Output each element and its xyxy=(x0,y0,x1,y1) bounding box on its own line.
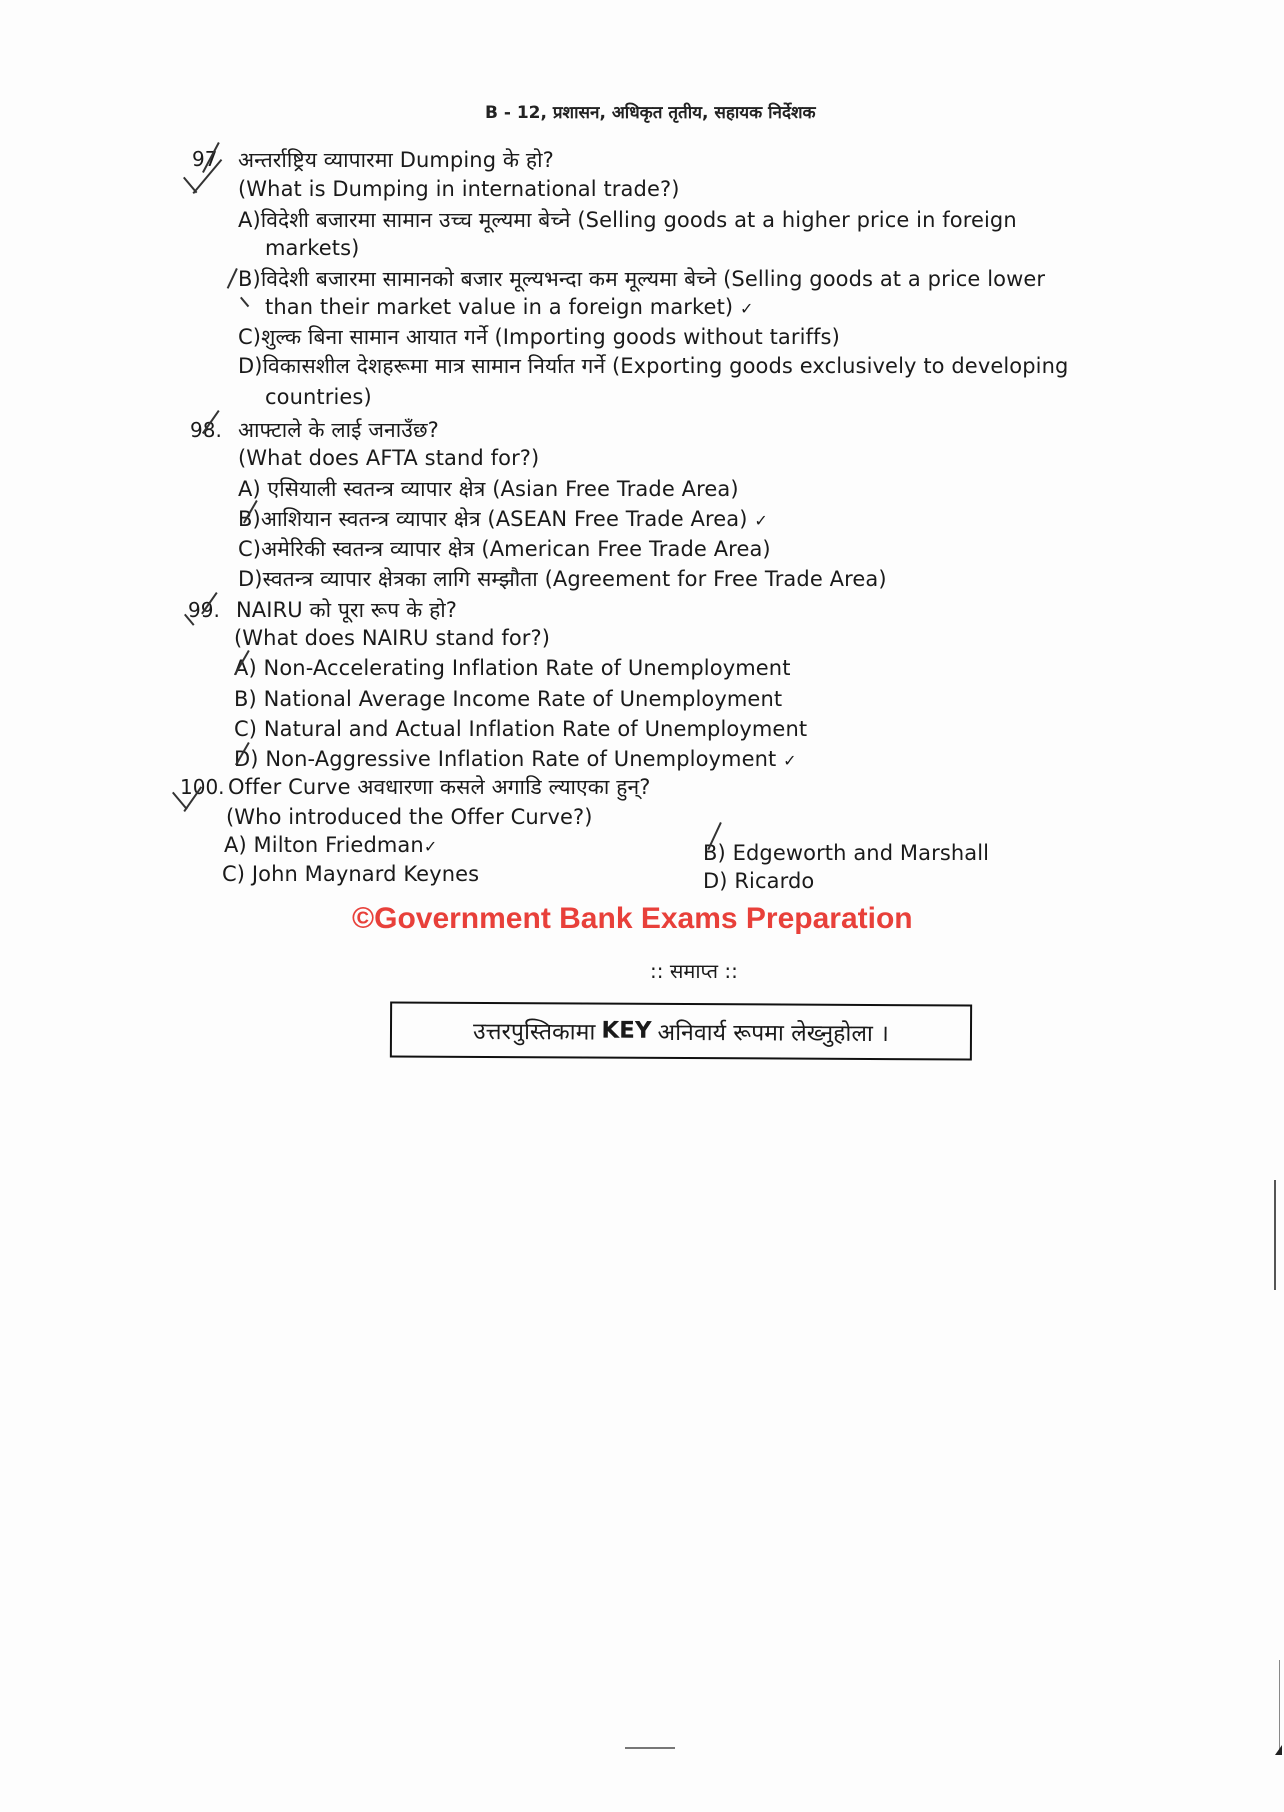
option-text: स्वतन्त्र व्यापार क्षेत्रका लागि सम्झौता (Agreement for Free Trade Area) xyxy=(262,567,887,591)
question-text-en: (Who introduced the Offer Curve?) xyxy=(226,805,593,829)
option-c xyxy=(234,717,807,741)
option-label: C) xyxy=(234,717,258,741)
scan-edge-line xyxy=(1279,1660,1280,1755)
option-label: D) xyxy=(238,354,263,378)
handwritten-slash-mark xyxy=(227,268,238,289)
option-label: C) xyxy=(238,325,262,349)
option-label: D) xyxy=(703,869,728,893)
key-notice-box xyxy=(390,1001,972,1060)
question-text-en: (What does NAIRU stand for?) xyxy=(234,626,551,650)
option-d xyxy=(238,352,1068,380)
question-number: 98. xyxy=(190,418,222,442)
option-label: B) xyxy=(238,267,261,291)
option-label: A) xyxy=(234,656,257,680)
option-text: अमेरिकी स्वतन्त्र व्यापार क्षेत्र (American Free Trade Area) xyxy=(261,537,771,561)
option-text: John Maynard Keynes xyxy=(251,862,480,886)
question-number: 100. xyxy=(180,775,225,799)
option-b xyxy=(234,687,782,711)
check-icon: ✓ xyxy=(783,751,797,770)
option-text: Non-Accelerating Inflation Rate of Unemployment xyxy=(263,656,791,680)
question-number: 99. xyxy=(188,598,220,622)
option-text: Edgeworth and Marshall xyxy=(732,841,990,865)
option-label: A) xyxy=(238,477,261,501)
option-text: Non-Aggressive Inflation Rate of Unemployment xyxy=(265,747,777,771)
check-icon: ✓ xyxy=(740,299,754,318)
option-text: एसियाली स्वतन्त्र व्यापार क्षेत्र (Asian Free Trade Area) xyxy=(267,477,739,501)
question-text-en: (What is Dumping in international trade?) xyxy=(238,177,680,201)
option-b xyxy=(238,265,1045,293)
question-text-en: (What does AFTA stand for?) xyxy=(238,446,540,470)
option-d xyxy=(238,565,887,593)
option-label: C) xyxy=(238,537,262,561)
page-header: B - 12, प्रशासन, अधिकृत तृतीय, सहायक निर्देशक xyxy=(485,103,816,123)
scan-edge-line xyxy=(1274,1180,1276,1290)
check-icon: ✓ xyxy=(423,837,438,856)
key-notice-bold: KEY xyxy=(601,1017,652,1044)
option-text: Ricardo xyxy=(734,869,815,893)
question-number: 97 xyxy=(192,147,218,171)
handwritten-check-mark xyxy=(240,297,249,307)
option-label: D) xyxy=(234,747,259,771)
option-b xyxy=(238,505,768,533)
option-text: National Average Income Rate of Unemployment xyxy=(263,687,783,711)
option-label: B) xyxy=(234,687,257,711)
option-c xyxy=(222,862,479,886)
key-notice-before: उत्तरपुस्तिकामा xyxy=(472,1018,596,1046)
option-a xyxy=(238,206,1017,234)
option-text: शुल्क बिना सामान आयात गर्ने (Importing goods without tariffs) xyxy=(261,325,840,349)
option-text: Milton Friedman xyxy=(253,833,424,857)
option-text: आशियान स्वतन्त्र व्यापार क्षेत्र (ASEAN Free Trade Area) xyxy=(260,507,748,531)
option-text: विदेशी बजारमा सामान उच्च मूल्यमा बेच्ने (Selling goods at a higher price in foreign xyxy=(260,208,1017,232)
option-text: Natural and Actual Inflation Rate of Unemployment xyxy=(263,717,808,741)
option-label: B) xyxy=(238,507,261,531)
check-icon: ✓ xyxy=(754,511,768,530)
scan-corner-mark xyxy=(1275,1745,1282,1755)
option-d-continued: countries) xyxy=(265,385,372,409)
option-text: than their market value in a foreign market) xyxy=(265,295,734,319)
footer-rule xyxy=(625,1747,675,1749)
option-label: A) xyxy=(238,208,261,232)
option-a xyxy=(224,833,437,857)
option-b xyxy=(703,841,989,865)
option-a-continued: markets) xyxy=(265,236,360,260)
option-a xyxy=(238,475,739,503)
option-c xyxy=(238,323,840,351)
option-label: D) xyxy=(238,567,263,591)
option-c xyxy=(238,535,771,563)
option-d xyxy=(234,747,797,771)
option-b-continued xyxy=(265,295,754,319)
watermark-text: ©Government Bank Exams Preparation xyxy=(352,902,913,935)
option-a xyxy=(234,656,791,680)
option-d xyxy=(703,869,814,893)
option-text: विकासशील देशहरूमा मात्र सामान निर्यात गर्ने (Exporting goods exclusively to developing xyxy=(262,354,1069,378)
question-text-np: आफ्टाले के लाई जनाउँछ? xyxy=(238,418,439,442)
key-notice-after: अनिवार्य रूपमा लेख्नुहोला । xyxy=(657,1019,890,1048)
question-text-np: अन्तर्राष्ट्रिय व्यापारमा Dumping के हो? xyxy=(238,148,554,172)
question-text-np: Offer Curve अवधारणा कसले अगाडि ल्याएका हुन्? xyxy=(228,775,651,799)
option-label: A) xyxy=(224,833,247,857)
watermark xyxy=(352,902,913,936)
option-label: B) xyxy=(703,841,726,865)
question-text-np: NAIRU को पूरा रूप के हो? xyxy=(236,598,458,622)
option-text: विदेशी बजारमा सामानको बजार मूल्यभन्दा कम मूल्यमा बेच्ने (Selling goods at a price lower xyxy=(260,267,1046,291)
end-marker: :: समाप्त :: xyxy=(650,959,738,983)
option-label: C) xyxy=(222,862,246,886)
